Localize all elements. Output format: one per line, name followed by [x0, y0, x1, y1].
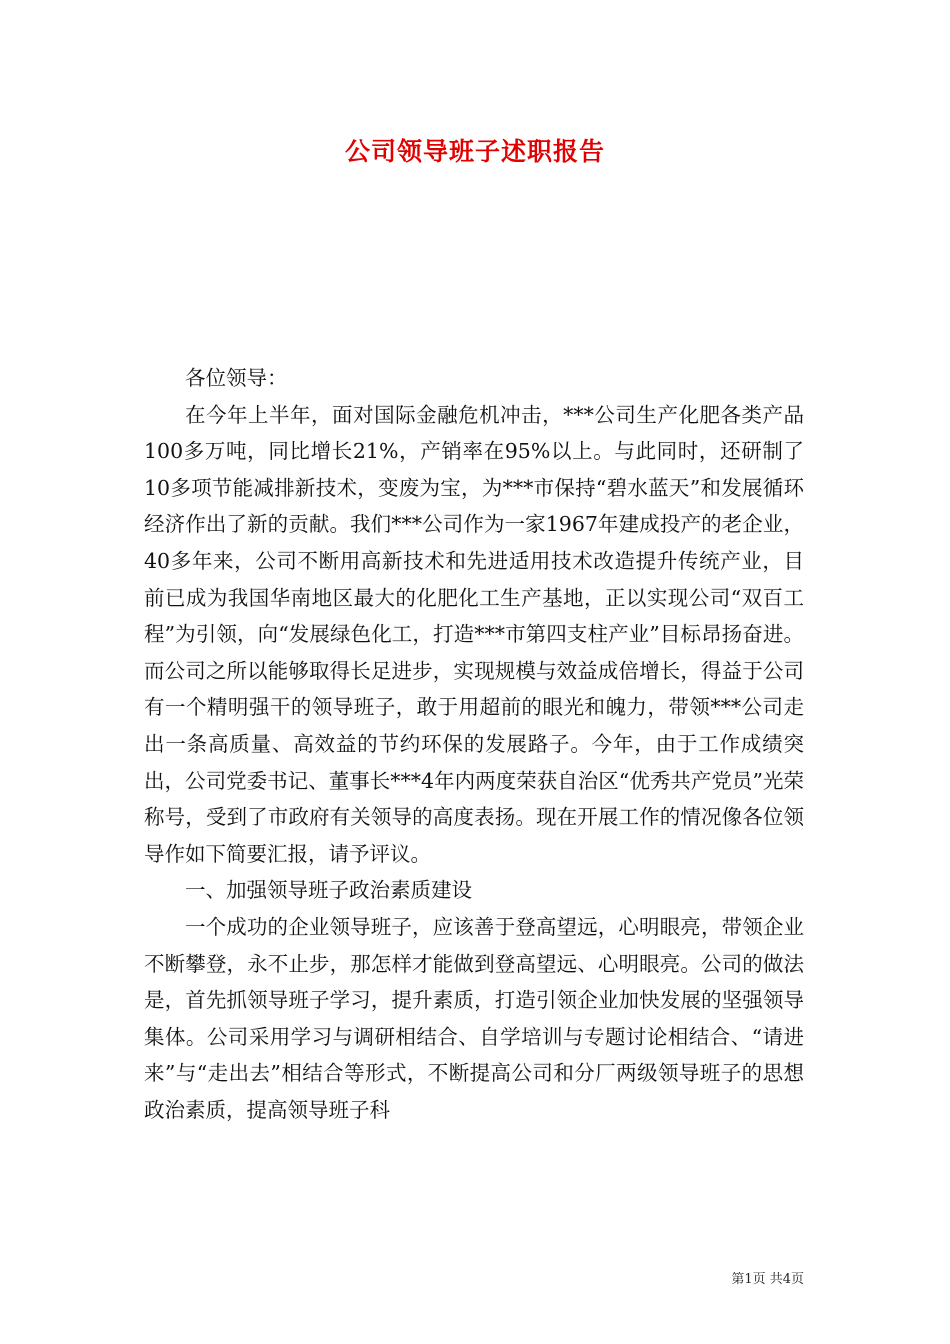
salutation: 各位领导：	[185, 366, 288, 390]
section-heading-1: 一、加强领导班子政治素质建设	[185, 878, 472, 903]
paragraph-intro: 在今年上半年，面对国际金融危机冲击，***公司生产化肥各类产品100多万吨，同比增长21%，产销率在95%以上。与此同时，还研制了10多项节能减排新技术，变废为宝，为***市保持“碧水蓝天”和发展循环经济作出了新的贡献。我们***公司作为一家1967年建成投产的老企业，40多年来，公司不断用高新技术和先进适用技术改造提升传统产业，目前已成为我国华南地区最大的化肥化工生产基地，正以实现公司“双百工程”为引领，向“发展绿色化工，打造***市第四支柱产业”目标昂扬奋进。而公司之所以能够取得长足进步，实现规模与效益成倍增长，得益于公司有一个精明强干的领导班子，敢于用超前的眼光和魄力，带领***公司走出一条高质量、高效益的节约环保的发展路子。今年，由于工作成绩突出，公司党委书记、董事长***4年内两度荣获自治区“优秀共产党员”光荣称号，受到了市政府有关领导的高度表扬。现在开展工作的情况像各位领导作如下简要汇报，请予评议。	[144, 402, 804, 866]
paragraph-section-1: 一个成功的企业领导班子，应该善于登高望远，心明眼亮，带领企业不断攀登，永不止步，那怎样才能做到登高望远、心明眼亮。公司的做法是，首先抓领导班子学习，提升素质，打造引领企业加快发展的坚强领导集体。公司采用学习与调研相结合、自学培训与专题讨论相结合、“请进来”与“走出去”相结合等形式，不断提高公司和分厂两级领导班子的思想政治素质，提高领导班子科	[144, 914, 804, 1122]
page-number: 第1页 共4页	[731, 1272, 804, 1287]
document-title: 公司领导班子述职报告	[344, 137, 605, 166]
document-body	[144, 360, 804, 1128]
